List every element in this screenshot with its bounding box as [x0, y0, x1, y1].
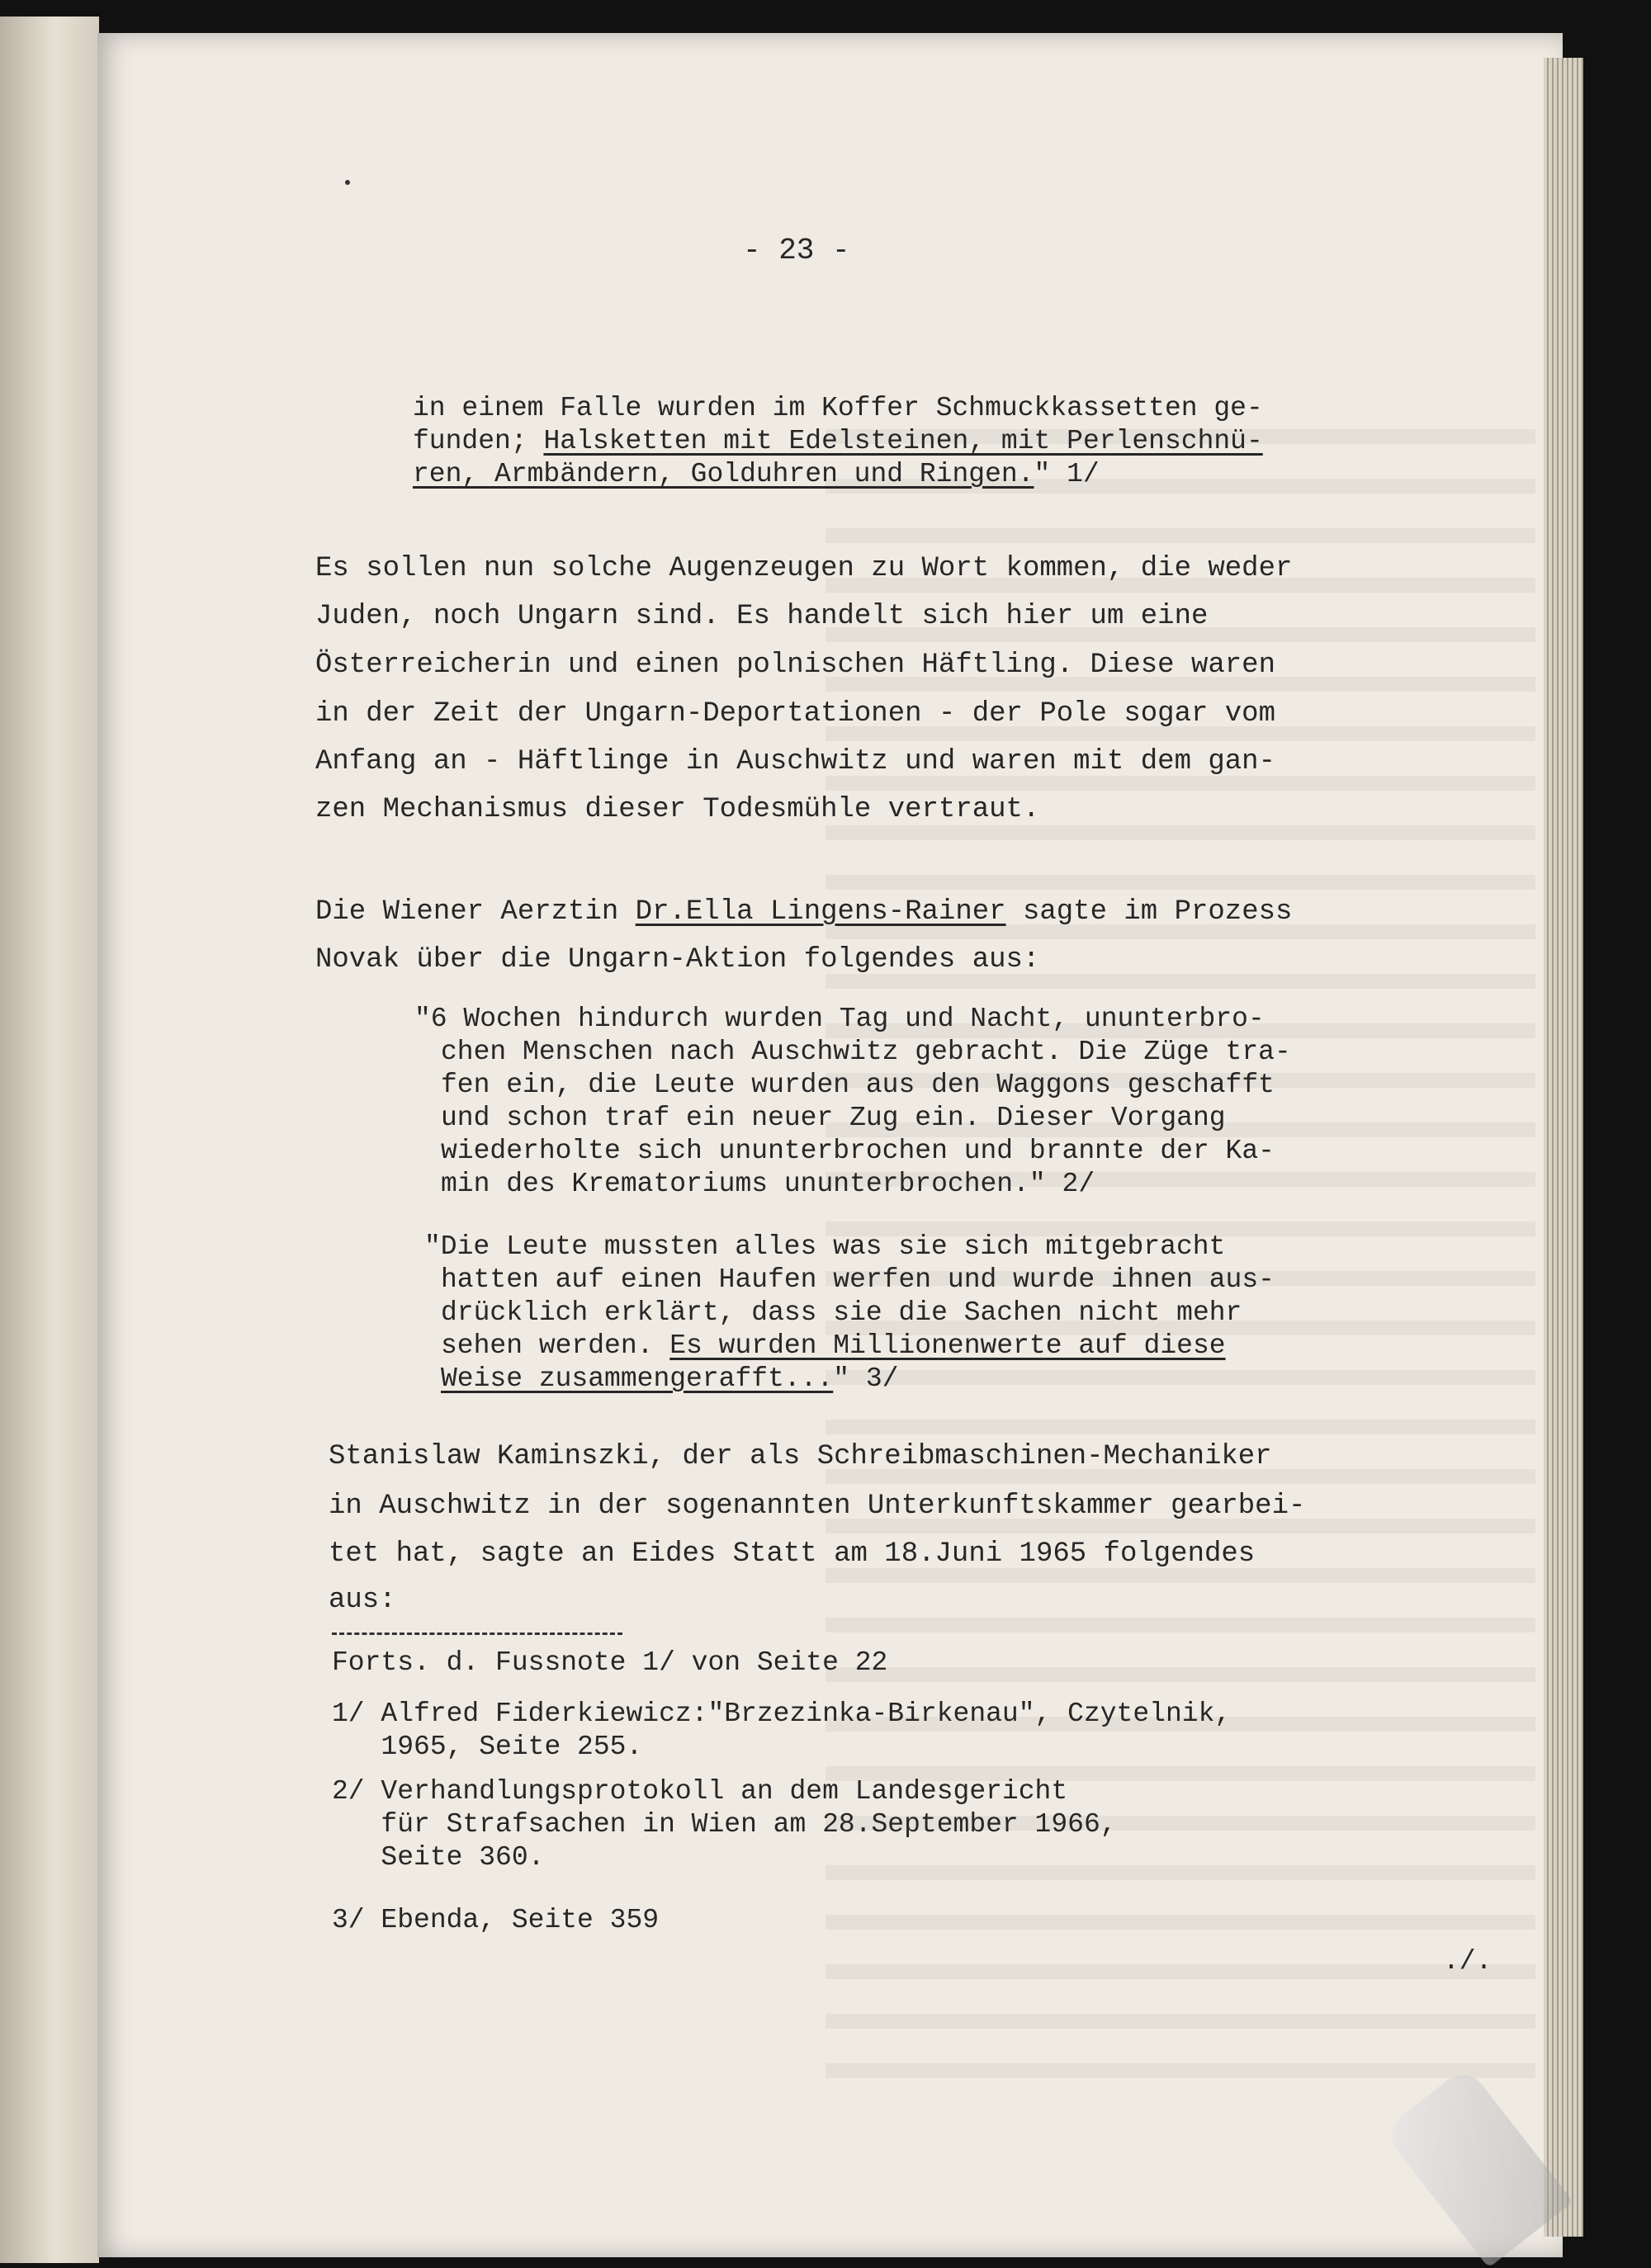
- continuation-mark: ./.: [1443, 1946, 1493, 1977]
- margin-dot: [345, 180, 350, 185]
- text-segment: hatten auf einen Haufen werfen und wurde ihnen aus-: [441, 1264, 1275, 1295]
- page-number: - 23 -: [743, 234, 850, 267]
- paragraph1-line: [315, 602, 1208, 631]
- text-segment: und schon traf ein neuer Zug ein. Dieser Vorgang: [441, 1103, 1226, 1133]
- underlined-text: Weise zusammengerafft...: [441, 1363, 834, 1394]
- text-segment: Stanislaw Kaminszki, der als Schreibmaschinen-Mechaniker: [329, 1441, 1272, 1472]
- paragraph3-line: [329, 1443, 1272, 1471]
- text-segment: Es sollen nun solche Augenzeugen zu Wort kommen, die weder: [315, 553, 1293, 584]
- text-segment: tet hat, sagte an Eides Statt am 18.Juni 1965 folgendes: [329, 1538, 1256, 1570]
- text-segment: "Die Leute mussten alles was sie sich mitgebracht: [424, 1231, 1226, 1262]
- text-segment: Novak über die Ungarn-Aktion folgendes aus:: [315, 944, 1040, 976]
- text-segment: drücklich erklärt, dass sie die Sachen nicht mehr: [441, 1297, 1242, 1328]
- text-segment: aus:: [329, 1585, 396, 1616]
- paragraph2-line: [315, 946, 1039, 974]
- text-segment: wiederholte sich ununterbrochen und brannte der Ka-: [441, 1136, 1275, 1166]
- text-segment: in der Zeit der Ungarn-Deportationen - der Pole sogar vom: [315, 698, 1275, 730]
- paragraph1-line: [315, 700, 1275, 728]
- footnote-line: [332, 1700, 1231, 1727]
- underlined-text: Es wurden Millionenwerte auf diese: [669, 1330, 1226, 1361]
- quote2-line: [441, 1266, 1275, 1293]
- left-page-edge: [0, 17, 99, 2263]
- quote-end-line: [413, 461, 1100, 488]
- text-segment: 1965, Seite 255.: [332, 1732, 643, 1762]
- quote1-line: [441, 1071, 1275, 1099]
- text-segment: min des Krematoriums ununterbrochen." 2/: [441, 1169, 1095, 1199]
- quote2-line: [441, 1332, 1226, 1359]
- underlined-text: Halsketten mit Edelsteinen, mit Perlenschnü-: [543, 426, 1263, 456]
- text-segment: Forts. d. Fussnote 1/ von Seite 22: [332, 1647, 888, 1678]
- text-segment: " 3/: [833, 1363, 899, 1394]
- footnote-separator: [332, 1632, 622, 1635]
- text-segment: funden;: [413, 426, 544, 456]
- text-segment: 1/ Alfred Fiderkiewicz:"Brzezinka-Birkenau", Czytelnik,: [332, 1699, 1232, 1729]
- paragraph2-line: [315, 898, 1292, 926]
- text-segment: für Strafsachen in Wien am 28.September 1966,: [332, 1809, 1117, 1840]
- footnote-line: [332, 1907, 659, 1934]
- quote2-line: [441, 1365, 899, 1392]
- footnote-line: [332, 1811, 1117, 1838]
- text-segment: Die Wiener Aerztin: [315, 896, 636, 928]
- paragraph3-line: [329, 1492, 1305, 1520]
- text-segment: in einem Falle wurden im Koffer Schmuckkassetten ge-: [413, 393, 1263, 423]
- text-segment: Seite 360.: [332, 1842, 545, 1873]
- text-segment: fen ein, die Leute wurden aus den Waggons geschafft: [441, 1070, 1275, 1100]
- quote2-line: [424, 1233, 1225, 1260]
- text-segment: sagte im Prozess: [1005, 896, 1293, 928]
- text-segment: in Auschwitz in der sogenannten Unterkunftskammer gearbei-: [329, 1491, 1306, 1522]
- quote1-line: [414, 1005, 1265, 1032]
- text-segment: " 1/: [1034, 459, 1100, 489]
- paragraph3-line: [329, 1586, 396, 1614]
- quote2-line: [441, 1299, 1242, 1326]
- text-segment: 2/ Verhandlungsprotokoll an dem Landesgericht: [332, 1776, 1068, 1807]
- underlined-text: ren, Armbändern, Golduhren und Ringen.: [413, 459, 1034, 489]
- footnote-line: [332, 1778, 1067, 1805]
- footnote-line: [332, 1844, 544, 1871]
- footnote-line: [332, 1649, 887, 1676]
- page-stack-edge: [1544, 58, 1583, 2237]
- text-segment: Juden, noch Ungarn sind. Es handelt sich hier um eine: [315, 601, 1209, 632]
- text-segment: zen Mechanismus dieser Todesmühle vertraut.: [315, 794, 1040, 825]
- text-segment: chen Menschen nach Auschwitz gebracht. Die Züge tra-: [441, 1037, 1291, 1067]
- paragraph1-line: [315, 748, 1275, 776]
- text-segment: Österreicherin und einen polnischen Häftling. Diese waren: [315, 650, 1275, 681]
- underlined-text: Dr.Ella Lingens-Rainer: [635, 896, 1006, 928]
- text-segment: 3/ Ebenda, Seite 359: [332, 1905, 660, 1935]
- text-segment: Anfang an - Häftlinge in Auschwitz und waren mit dem gan-: [315, 746, 1275, 777]
- quote-end-line: [413, 428, 1263, 455]
- quote-end-line: [413, 395, 1263, 422]
- paragraph1-line: [315, 651, 1275, 679]
- quote1-line: [441, 1038, 1291, 1065]
- quote1-line: [441, 1137, 1275, 1165]
- paragraph3-line: [329, 1540, 1255, 1568]
- text-segment: sehen werden.: [441, 1330, 670, 1361]
- quote1-line: [441, 1104, 1226, 1132]
- footnote-line: [332, 1733, 642, 1760]
- quote1-line: [441, 1170, 1095, 1198]
- text-segment: "6 Wochen hindurch wurden Tag und Nacht, ununterbro-: [414, 1004, 1265, 1034]
- paragraph1-line: [315, 796, 1039, 824]
- paragraph1-line: [315, 555, 1292, 583]
